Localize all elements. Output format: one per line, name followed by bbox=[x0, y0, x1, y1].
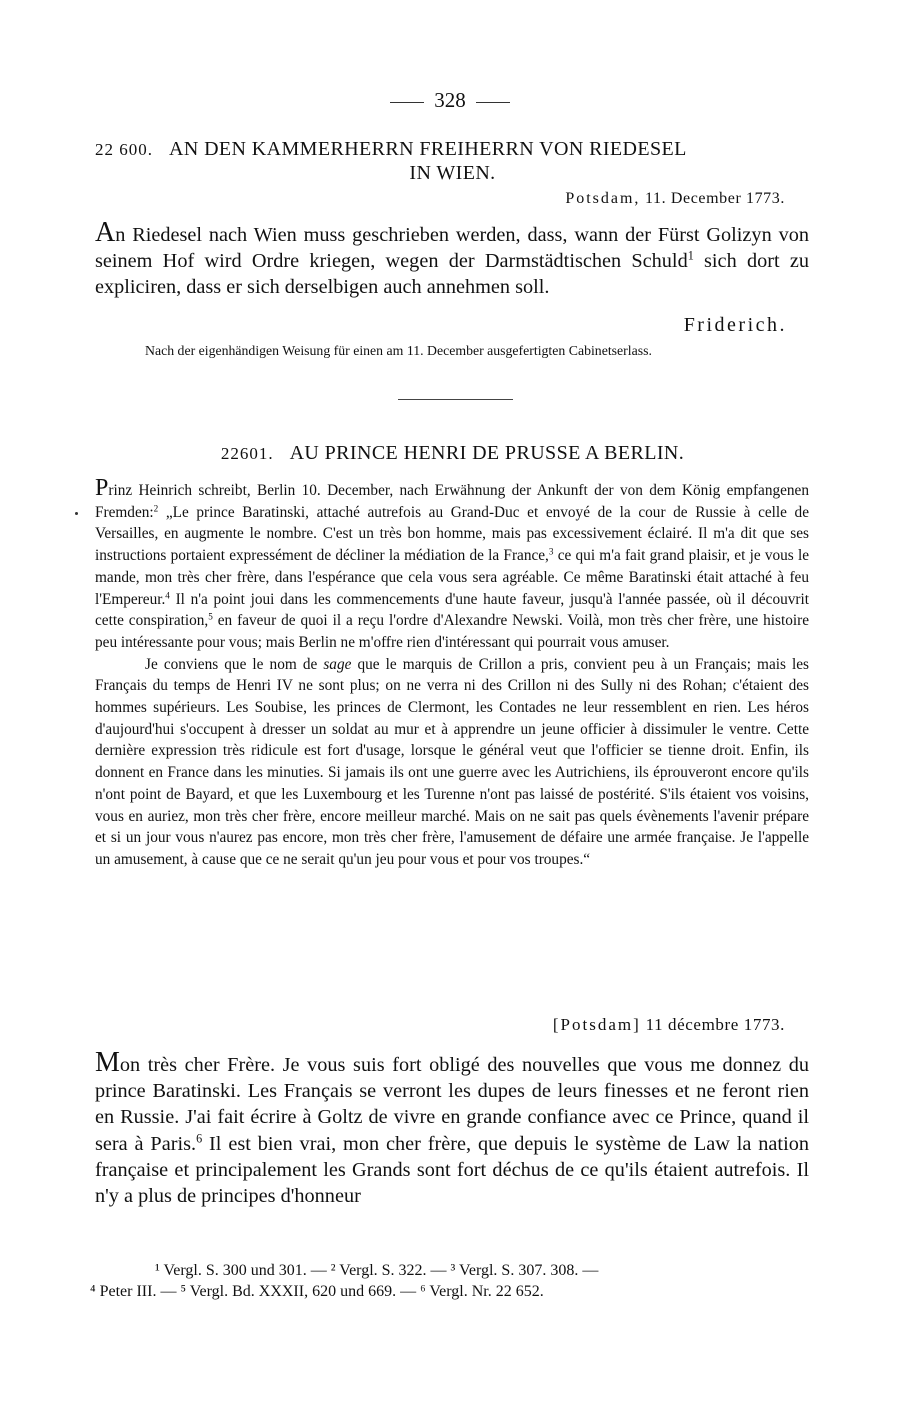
intro-text-a: rinz Heinrich schreibt, Berlin 10. December, nach Erwähnung der Ankunft der von dem König empfangenen Fremden: bbox=[95, 482, 809, 521]
letter2-dateline bbox=[553, 1015, 785, 1035]
letter1-signature: Friderich. bbox=[683, 314, 787, 336]
page-number-line bbox=[0, 88, 900, 113]
letter1-place: Potsdam, bbox=[565, 190, 641, 207]
letter2-quoted-letter bbox=[95, 475, 810, 871]
dash-left bbox=[390, 102, 424, 103]
footnotes bbox=[90, 1260, 810, 1302]
intro-text-e: en faveur de quoi il a reçu l'ordre d'Alexandre Newski. Voilà, mon très cher frère, une histoire peu intéressante pour vous; mais Berlin ne m'offre rien d'intéressant qui pourrait vous amuser. bbox=[95, 612, 809, 651]
letter1-heading-line2 bbox=[95, 160, 810, 186]
footnote-ref-2: 2 bbox=[153, 503, 159, 514]
letter2-intro-paragraph bbox=[95, 475, 810, 654]
letter2-reply bbox=[95, 1047, 809, 1209]
letter1-text-part2: sich dort zu expliciren, dass er sich derselbigen auch annehmen soll. bbox=[95, 250, 809, 298]
reply-text-a: on très cher Frère. Je vous suis fort obligé des nouvelles que vous me donnez du prince Baratinski. Les Français se verront les dupes de leurs finesses et ne feront rien en Russie. J'ai fait écrire à Goltz de vivre en grande confiance avec ce Prince, quand il sera à Paris. bbox=[95, 1054, 809, 1155]
letter2-second-paragraph bbox=[95, 654, 809, 871]
reply-text-b: Il est bien vrai, mon cher frère, que depuis le système de Law la nation française et principalement les Grands sont fort déchus de ce qu'ils étaient autrefois. Il n'y a plus de principes d'honneur bbox=[95, 1132, 809, 1208]
intro-text-c: ce qui m'a fait grand plaisir, et je vous le mande, mon très cher frère, dans l'espérance que cela vous sera agréable. Ce même Baratinski était attaché à feu l'Empereur. bbox=[95, 547, 810, 608]
reply-initial: M bbox=[95, 1047, 120, 1078]
intro-text-d: Il n'a point joui dans les commencements d'une haute faveur, jusqu'à l'année passée, où il découvrit cette conspiration, bbox=[95, 590, 809, 630]
margin-dot bbox=[75, 512, 78, 515]
footnote-line-2: ⁴ Peter III. — ⁵ Vergl. Bd. XXXII, 620 und 669. — ⁶ Vergl. Nr. 22 652. bbox=[90, 1283, 544, 1300]
letter1-title-line2: IN WIEN. bbox=[409, 162, 496, 184]
letter1-heading bbox=[95, 136, 810, 163]
letter1-body bbox=[95, 217, 809, 300]
footnote-ref-3: 3 bbox=[548, 546, 554, 557]
para2-italic-word: sage bbox=[323, 655, 352, 673]
page-number: 328 bbox=[434, 88, 466, 112]
letter1-date: 11. December 1773. bbox=[645, 190, 785, 207]
letter2-heading bbox=[95, 440, 810, 467]
footnote-line-1: ¹ Vergl. S. 300 und 301. — ² Vergl. S. 322. — ³ Vergl. S. 307. 308. — bbox=[155, 1262, 599, 1279]
letter1-text-part1: n Riedesel nach Wien muss geschrieben werden, dass, wann der Fürst Golizyn von seinem Hof wird Ordre kriegen, wegen der Darmstädtischen Schuld bbox=[95, 224, 809, 272]
para2-text-a: Je conviens que le nom de bbox=[145, 655, 324, 673]
letter1-initial: A bbox=[95, 217, 116, 248]
intro-text-b: „Le prince Baratinski, attaché autrefois au Grand-Duc et envoyé de la cour de Russie à celle de Versailles, en augmente le nombre. C'est un très bon homme, mais pas excessivement éclairé. Il m'a dit que ses instructions portaient expressément de décliner la médiation de la France, bbox=[95, 503, 809, 565]
letter2-title: AU PRINCE HENRI DE PRUSSE A BERLIN. bbox=[289, 442, 685, 464]
section-divider bbox=[398, 399, 513, 400]
letter1-source-note: Nach der eigenhändigen Weisung für einen am 11. December ausgefertigten Cabinetserlass. bbox=[145, 343, 652, 358]
letter2-place: [Potsdam] bbox=[552, 1015, 641, 1034]
letter1-title-line1: AN DEN KAMMERHERRN FREIHERRN VON RIEDESEL bbox=[169, 138, 687, 160]
letter1-dateline bbox=[565, 190, 785, 208]
letter1-number: 22 600. bbox=[95, 140, 153, 159]
para2-text-b: que le marquis de Crillon a pris, convient peu à un Français; mais les Français du temps de Henri IV ne sont plus; on ne verra ni des Crillon ni des Sully ni des Rohan; c'étaient des hommes supérieurs. Les Soubise, les princes de Clermont, les Contades ne leur ressemblent en rien. Les héros d'aujourd'hui s'occupent à dresser un soldat au mur et à apprendre un jeune officier à dissimuler le ventre. Cette dernière expression très ridicule est fort d'usage, lorsque le général veut que l'officier se tienne droit. Enfin, ils donnent en France dans les minuties. Si jamais ils ont une guerre avec les Autrichiens, ils éprouveront encore qu'ils n'ont point de Bayard, et que les Luxembourg et les Turenne n'ont pas laissé de postérité. S'ils étaient vos voisins, vous en auriez, mon très cher frère, encore meilleur marché. Mais on ne sait pas quels évènements l'avenir prépare et si un jour vous n'aurez pas encore, mon très cher frère, l'amusement de défaire une armée française. Je l'appelle un amusement, à cause que ce ne serait qu'un jeu pour vous et pour vos troupes.“ bbox=[95, 655, 809, 868]
footnote-ref-6: 6 bbox=[196, 1131, 203, 1146]
footnote-ref-4: 4 bbox=[165, 590, 170, 601]
footnote-ref-1: 1 bbox=[687, 248, 694, 263]
letter2-date: 11 décembre 1773. bbox=[645, 1015, 785, 1034]
letter2-initial: P bbox=[95, 475, 109, 501]
footnote-ref-5: 5 bbox=[208, 611, 213, 622]
dash-right bbox=[476, 102, 510, 103]
letter2-number: 22601. bbox=[220, 444, 274, 463]
